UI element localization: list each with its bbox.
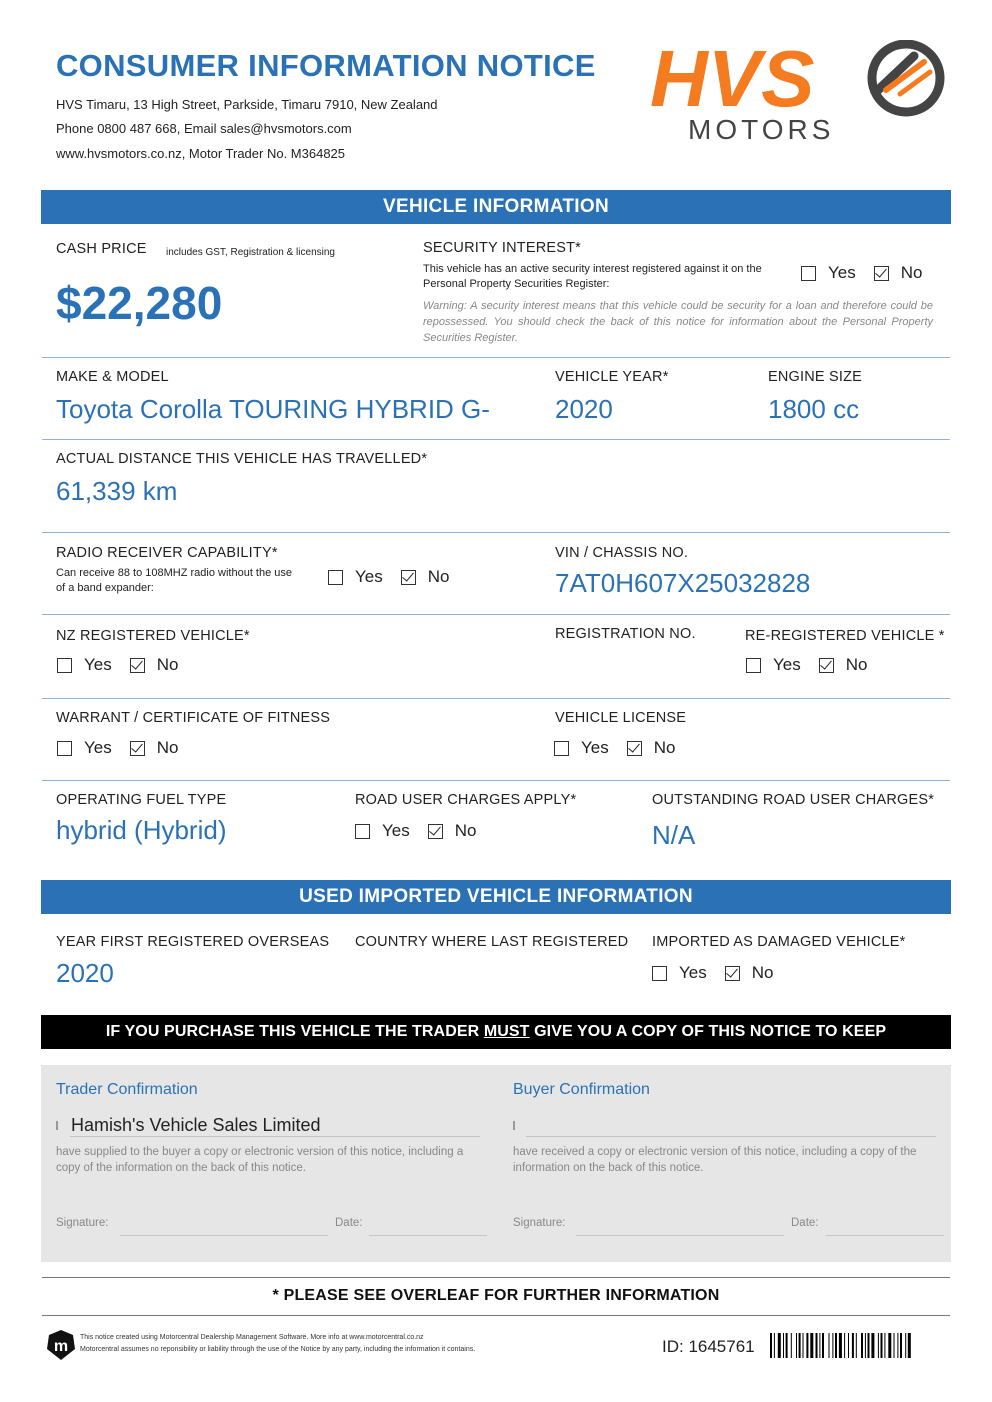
- security-yes-checkbox[interactable]: [801, 266, 816, 281]
- outstanding-ruc-value: N/A: [652, 820, 696, 850]
- damaged-label: IMPORTED AS DAMAGED VEHICLE*: [652, 934, 906, 950]
- year-overseas-label: YEAR FIRST REGISTERED OVERSEAS: [56, 934, 330, 950]
- motorcentral-badge-text: m: [53, 1338, 69, 1355]
- divider: [42, 614, 950, 615]
- trader-name-line: [70, 1136, 480, 1137]
- barcode-icon: [770, 1333, 950, 1358]
- security-warning: Warning: A security interest means that this vehicle could be security for a loan and therefore could be repossessed. You should check the back of this notice for information about the Personal Property Securities Register.: [423, 300, 933, 344]
- security-no-label: No: [900, 263, 923, 282]
- buyer-signature-label: Signature:: [513, 1217, 566, 1229]
- divider: [42, 698, 950, 699]
- re-registered-label: RE-REGISTERED VEHICLE *: [745, 628, 945, 644]
- ruc-options: [355, 821, 476, 841]
- warrant-options: [57, 738, 178, 758]
- license-no-checkbox[interactable]: [627, 741, 642, 756]
- trader-date-label: Date:: [335, 1217, 363, 1229]
- logo-main-text: HVS: [650, 40, 815, 123]
- damaged-yes-label: Yes: [679, 963, 707, 982]
- damaged-no-label: No: [751, 963, 774, 982]
- warrant-no-label: No: [156, 738, 179, 757]
- radio-label: RADIO RECEIVER CAPABILITY*: [56, 545, 278, 561]
- divider: [42, 439, 950, 440]
- ruc-no-checkbox[interactable]: [428, 824, 443, 839]
- overleaf-notice: * PLEASE SEE OVERLEAF FOR FURTHER INFORMATION: [272, 1287, 720, 1304]
- buyer-date-line[interactable]: [826, 1235, 944, 1236]
- dealer-contact: Phone 0800 487 668, Email sales@hvsmotors.com: [56, 121, 352, 136]
- make-model-label: MAKE & MODEL: [56, 369, 169, 385]
- trader-notice-bar: [41, 1015, 951, 1049]
- year-overseas-value: 2020: [56, 958, 114, 988]
- warrant-yes-checkbox[interactable]: [57, 741, 72, 756]
- divider: [42, 532, 950, 533]
- re-registered-no-label: No: [845, 655, 868, 674]
- engine-size-label: ENGINE SIZE: [768, 369, 863, 385]
- damaged-no-checkbox[interactable]: [725, 966, 740, 981]
- security-interest-options: [801, 263, 922, 283]
- trader-signature-line[interactable]: [120, 1235, 328, 1236]
- trader-date-line[interactable]: [369, 1235, 487, 1236]
- ruc-yes-checkbox[interactable]: [355, 824, 370, 839]
- fuel-type-label: OPERATING FUEL TYPE: [56, 792, 227, 808]
- speedometer-icon: [872, 44, 940, 112]
- outstanding-ruc-label: OUTSTANDING ROAD USER CHARGES*: [652, 792, 935, 808]
- buyer-confirmation-title: Buyer Confirmation: [513, 1081, 650, 1098]
- nz-registered-label: NZ REGISTERED VEHICLE*: [56, 628, 250, 644]
- nz-registered-no-checkbox[interactable]: [130, 658, 145, 673]
- radio-no-label: No: [427, 567, 450, 586]
- footer-line-2: Motorcentral assumes no reponsibility or liability through the use of the Notice by any party, including the information it contains.: [80, 1346, 476, 1353]
- vehicle-info-header: VEHICLE INFORMATION: [41, 190, 951, 224]
- security-interest-label: SECURITY INTEREST*: [423, 240, 582, 256]
- trader-name[interactable]: Hamish's Vehicle Sales Limited: [71, 1115, 321, 1135]
- make-model-value: Toyota Corolla TOURING HYBRID G-: [56, 394, 490, 424]
- vehicle-year-label: VEHICLE YEAR*: [555, 369, 669, 385]
- radio-yes-label: Yes: [355, 567, 383, 586]
- notice-text-after: GIVE YOU A COPY OF THIS NOTICE TO KEEP: [529, 1023, 887, 1040]
- dealer-web: www.hvsmotors.co.nz, Motor Trader No. M364825: [56, 146, 346, 161]
- country-label: COUNTRY WHERE LAST REGISTERED: [355, 934, 629, 950]
- nz-registered-yes-checkbox[interactable]: [57, 658, 72, 673]
- re-registered-yes-label: Yes: [773, 655, 801, 674]
- license-label: VEHICLE LICENSE: [555, 710, 687, 726]
- divider: [42, 1277, 950, 1278]
- security-yes-label: Yes: [828, 263, 856, 282]
- cash-price-note: includes GST, Registration & licensing: [166, 247, 335, 258]
- vin-value: 7AT0H607X25032828: [555, 568, 811, 598]
- buyer-confirmation-text: have received a copy or electronic version of this notice, including a copy of the information on the back of this notice.: [513, 1146, 917, 1174]
- registration-label: REGISTRATION NO.: [555, 626, 696, 642]
- re-registered-yes-checkbox[interactable]: [746, 658, 761, 673]
- trader-name-marker: [56, 1121, 58, 1130]
- footer-line-1: This notice created using Motorcentral Dealership Management Software. More info at www.motorcentral.co.nz: [80, 1334, 424, 1341]
- re-registered-no-checkbox[interactable]: [819, 658, 834, 673]
- security-interest-desc: This vehicle has an active security interest registered against it on the Personal Property Securities Register:: [423, 263, 762, 290]
- dealer-address: HVS Timaru, 13 High Street, Parkside, Timaru 7910, New Zealand: [56, 97, 438, 112]
- cash-price-value: $22,280: [56, 277, 223, 329]
- divider: [42, 780, 950, 781]
- nz-registered-yes-label: Yes: [84, 655, 112, 674]
- vin-label: VIN / CHASSIS NO.: [555, 545, 689, 561]
- damaged-yes-checkbox[interactable]: [652, 966, 667, 981]
- distance-value: 61,339 km: [56, 476, 178, 506]
- nz-registered-options: [57, 655, 178, 675]
- re-registered-options: [746, 655, 867, 675]
- cash-price-label: CASH PRICE: [56, 241, 147, 257]
- distance-label: ACTUAL DISTANCE THIS VEHICLE HAS TRAVELLED*: [56, 451, 428, 467]
- warrant-no-checkbox[interactable]: [130, 741, 145, 756]
- damaged-options: [652, 963, 773, 983]
- vehicle-year-value: 2020: [555, 394, 613, 424]
- license-yes-checkbox[interactable]: [554, 741, 569, 756]
- warrant-yes-label: Yes: [84, 738, 112, 757]
- radio-desc: Can receive 88 to 108MHZ radio without the use of a band expander:: [56, 567, 293, 594]
- nz-registered-no-label: No: [156, 655, 179, 674]
- hvs-motors-logo: [648, 40, 953, 145]
- ruc-label: ROAD USER CHARGES APPLY*: [355, 792, 577, 808]
- license-yes-label: Yes: [581, 738, 609, 757]
- logo-sub-text: MOTORS: [688, 114, 835, 145]
- divider: [42, 357, 950, 358]
- radio-yes-checkbox[interactable]: [328, 570, 343, 585]
- license-no-label: No: [653, 738, 676, 757]
- divider: [42, 1315, 950, 1316]
- ruc-no-label: No: [454, 821, 477, 840]
- radio-options: [328, 567, 449, 587]
- trader-confirmation-text: have supplied to the buyer a copy or electronic version of this notice, including a copy of the information on the back of this notice.: [56, 1146, 464, 1174]
- document-id: ID: 1645761: [662, 1337, 755, 1356]
- buyer-name-marker: [513, 1121, 515, 1130]
- trader-confirmation-title: Trader Confirmation: [56, 1081, 198, 1098]
- notice-text-before: IF YOU PURCHASE THIS VEHICLE THE TRADER: [105, 1023, 484, 1040]
- buyer-signature-line[interactable]: [576, 1235, 784, 1236]
- motorcentral-logo-icon: [45, 1329, 77, 1361]
- page-title: CONSUMER INFORMATION NOTICE: [56, 48, 596, 83]
- engine-size-value: 1800 cc: [768, 394, 860, 424]
- fuel-type-value: hybrid (Hybrid): [56, 815, 227, 845]
- ruc-yes-label: Yes: [382, 821, 410, 840]
- warrant-label: WARRANT / CERTIFICATE OF FITNESS: [56, 710, 331, 726]
- buyer-date-label: Date:: [791, 1217, 819, 1229]
- trader-signature-label: Signature:: [56, 1217, 109, 1229]
- license-options: [554, 738, 675, 758]
- imported-info-header: USED IMPORTED VEHICLE INFORMATION: [41, 880, 951, 914]
- security-no-checkbox[interactable]: [874, 266, 889, 281]
- radio-no-checkbox[interactable]: [401, 570, 416, 585]
- buyer-name-line[interactable]: [526, 1136, 936, 1137]
- notice-emphasis: MUST: [483, 1023, 530, 1040]
